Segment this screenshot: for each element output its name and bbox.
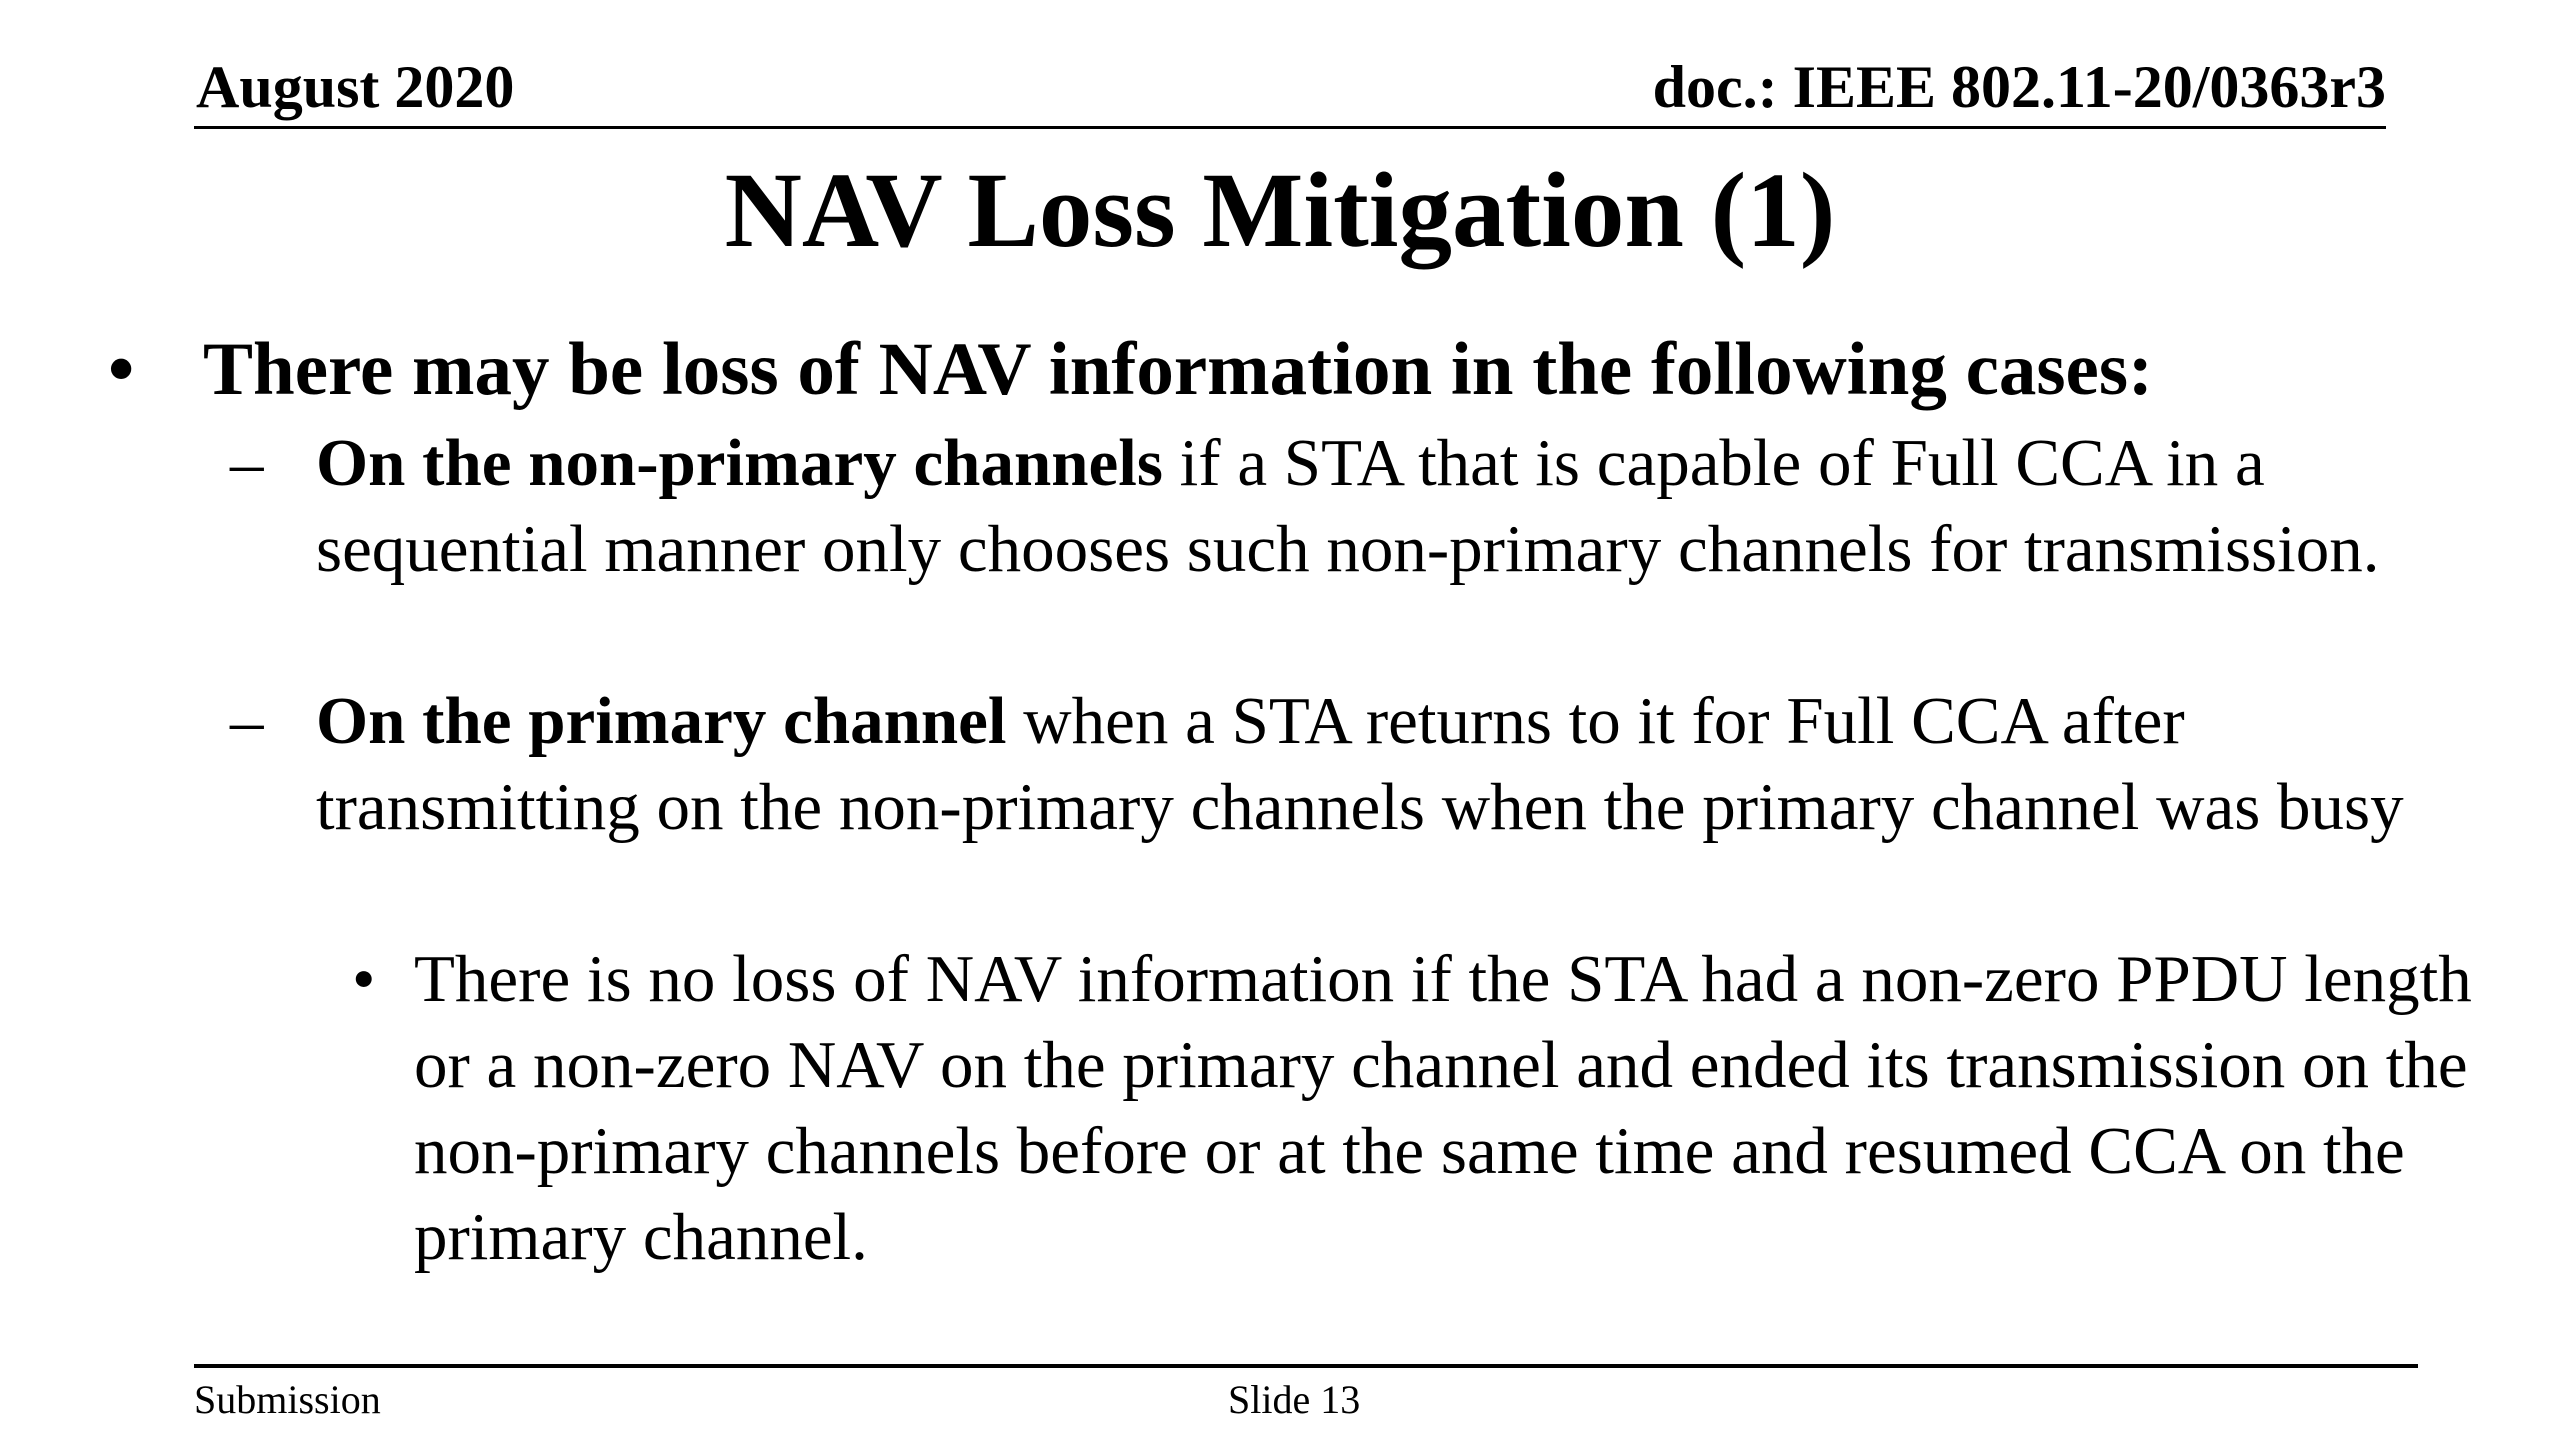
header-date: August 2020 [196, 54, 515, 120]
dash-marker: – [230, 426, 264, 500]
sub-bullet-text: if a STA that is capable of Full CCA in a sequential manner only chooses such non-primary channels for transmission. [316, 426, 2380, 586]
sub-bullet-non-primary [230, 420, 2466, 592]
bullet-marker: • [352, 942, 376, 1016]
sub-bullet-bold: On the primary channel [316, 684, 1007, 758]
dash-marker: – [230, 684, 264, 758]
sub-sub-bullet-text: There is no loss of NAV information if the STA had a non-zero PPDU length or a non-zero NAV on the primary channel and ended its transmission on the non-primary channels before or at the same time and resumed CCA on the primary channel. [414, 942, 2472, 1274]
bullet-level1-text: There may be loss of NAV information in the following cases: [203, 328, 2153, 411]
sub-bullet-bold: On the non-primary channels [316, 426, 1163, 500]
slide-title: NAV Loss Mitigation (1) [724, 152, 1836, 270]
footer-slide-number: Slide 13 [1228, 1377, 1361, 1422]
sub-bullet-text: when a STA returns to it for Full CCA after transmitting on the non-primary channels when the primary channel was busy [316, 684, 2404, 844]
sub-sub-bullet [352, 936, 2504, 1280]
header-divider [194, 126, 2386, 129]
header-doc-id: doc.: IEEE 802.11-20/0363r3 [1652, 54, 2386, 120]
sub-bullet-primary [230, 678, 2466, 850]
bullet-marker: • [108, 328, 135, 411]
footer-submission: Submission [194, 1377, 381, 1422]
footer-divider [194, 1364, 2418, 1368]
